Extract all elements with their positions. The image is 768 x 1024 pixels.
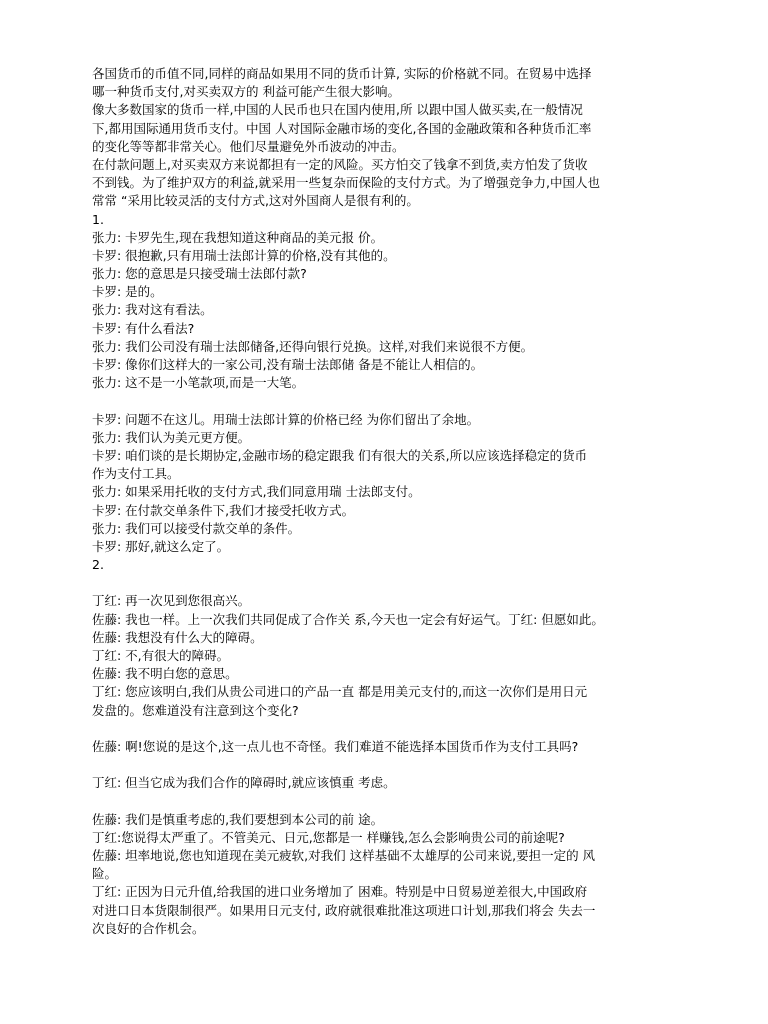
blank-line	[92, 392, 692, 410]
text-line: 不到钱。为了维护双方的利益,就采用一些复杂而保险的支付方式。为了增强竞争力,中国人也	[92, 175, 600, 191]
text-line: 作为支付工具。	[92, 466, 180, 482]
text-line: 张力: 如果采用托收的支付方式,我们同意用瑞 士法郎支付。	[92, 484, 421, 500]
text-line: 1.	[92, 211, 104, 227]
text-line: 险。	[92, 866, 118, 882]
text-line: 丁红:您说得太严重了。不管美元、日元,您都是一 样赚钱,怎么会影响贵公司的前途呢?	[92, 829, 565, 845]
text-line: 丁红: 您应该明白,我们从贵公司进口的产品一直 都是用美元支付的,而这一次你们是用日元	[92, 684, 588, 700]
text-line: 佐藤: 啊!您说的是这个,这一点儿也不奇怪。我们难道不能选择本国货币作为支付工具吗?	[92, 738, 579, 754]
text-line: 张力: 我们可以接受付款交单的条件。	[92, 520, 301, 536]
text-line: 张力: 我们公司没有瑞士法郎储备,还得向银行兑换。这样,对我们来说很不方便。	[92, 338, 534, 354]
text-line: 卡罗: 有什么看法?	[92, 320, 195, 336]
document-body	[92, 65, 692, 938]
text-line: 佐藤: 我不明白您的意思。	[92, 666, 238, 682]
text-line: 张力: 卡罗先生,现在我想知道这种商品的美元报 价。	[92, 229, 384, 245]
text-line: 丁红: 但当它成为我们合作的障碍时,就应该慎重 考虑。	[92, 775, 396, 791]
text-line: 佐藤: 我也一样。上一次我们共同促成了合作关 系,今天也一定会有好运气。丁红: 但愿如此。	[92, 611, 604, 627]
text-line: 丁红: 再一次见到您很高兴。	[92, 593, 251, 609]
text-line: 丁红: 正因为日元升值,给我国的进口业务增加了 困难。特别是中日贸易逆差很大,中国政府	[92, 884, 588, 900]
text-line: 佐藤: 我们是慎重考虑的,我们要想到本公司的前 途。	[92, 811, 384, 827]
text-line: 卡罗: 咱们谈的是长期协定,金融市场的稳定跟我 们有很大的关系,所以应该选择稳定的货币	[92, 447, 588, 463]
text-line: 哪一种货币支付,对买卖双方的 利益可能产生很大影响。	[92, 84, 400, 100]
text-line: 张力: 您的意思是只接受瑞士法郎付款?	[92, 266, 307, 282]
text-line: 卡罗: 是的。	[92, 284, 163, 300]
text-line: 丁红: 不,有很大的障碍。	[92, 648, 230, 663]
blank-line	[92, 720, 692, 738]
text-line: 卡罗: 问题不在这儿。用瑞士法郎计算的价格已经 为你们留出了余地。	[92, 411, 480, 427]
text-line: 下,都用国际通用货币支付。中国 人对国际金融市场的变化,各国的金融政策和各种货币汇率	[92, 120, 592, 136]
text-line: 张力: 这不是一小笔款项,而是一大笔。	[92, 375, 305, 391]
text-line: 张力: 我对这有看法。	[92, 302, 213, 318]
blank-line	[92, 756, 692, 774]
text-line: 常常 “采用比较灵活的支付方式,这对外国商人是很有利的。	[92, 193, 419, 209]
text-line: 卡罗: 那好,就这么定了。	[92, 538, 230, 554]
text-line: 像大多数国家的货币一样,中国的人民币也只在国内使用,所 以跟中国人做买卖,在一般情况	[92, 102, 583, 118]
text-line: 佐藤: 坦率地说,您也知道现在美元疲软,对我们 这样基础不太雄厚的公司来说,要担一定的 风	[92, 848, 596, 864]
text-line: 佐藤: 我想没有什么大的障碍。	[92, 629, 263, 645]
text-line: 卡罗: 很抱歉,只有用瑞士法郎计算的价格,没有其他的。	[92, 247, 396, 263]
text-line: 发盘的。您难道没有注意到这个变化?	[92, 702, 299, 718]
text-line: 在付款问题上,对买卖双方来说都担有一定的风险。买方怕交了钱拿不到货,卖方怕发了货收	[92, 156, 588, 172]
text-line: 张力: 我们认为美元更方便。	[92, 429, 251, 445]
text-line: 2.	[92, 557, 104, 573]
blank-line	[92, 574, 692, 592]
text-line: 各国货币的币值不同,同样的商品如果用不同的货币计算, 实际的价格就不同。在贸易中选择	[92, 66, 592, 81]
text-line: 的变化等等都非常关心。他们尽量避免外币波动的冲击。	[92, 138, 405, 154]
text-line: 卡罗: 像你们这样大的一家公司,没有瑞士法郎储 备是不能让人相信的。	[92, 357, 484, 372]
text-line: 对进口日本货限制很严。如果用日元支付, 政府就很难批准这项进口计划,那我们将会 失去一	[92, 902, 596, 918]
text-line: 次良好的合作机会。	[92, 920, 205, 936]
text-line: 卡罗: 在付款交单条件下,我们才接受托收方式。	[92, 502, 355, 518]
blank-line	[92, 793, 692, 811]
